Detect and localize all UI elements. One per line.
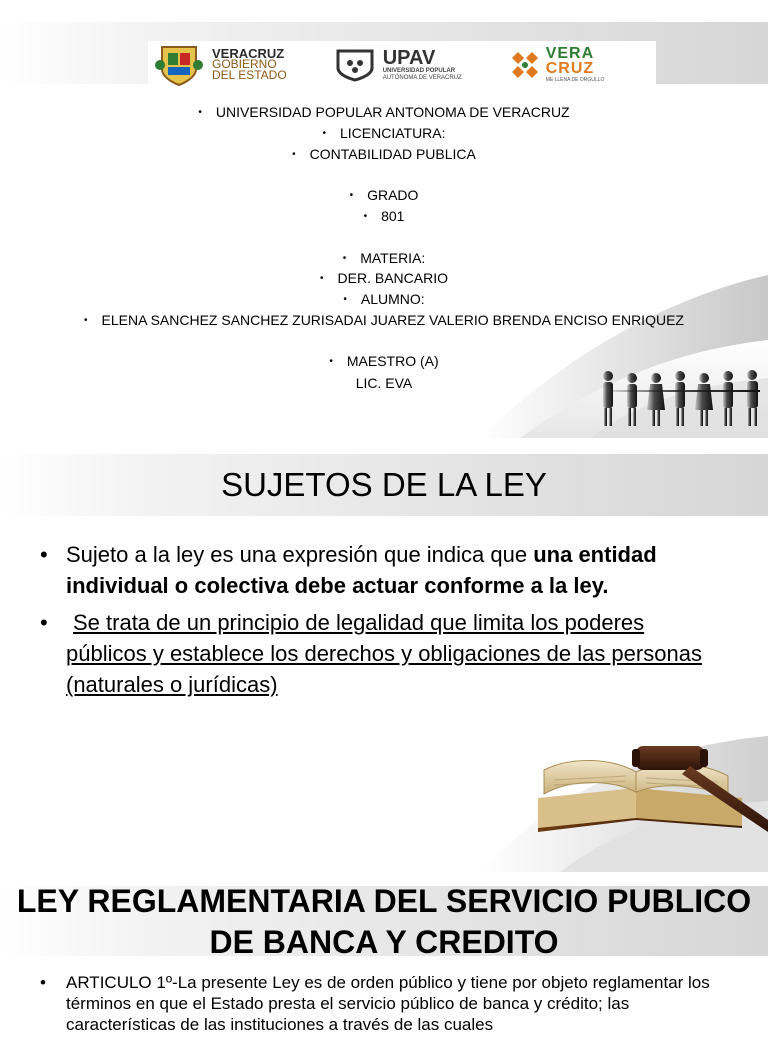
slide-body — [40, 972, 730, 1041]
bullet-underlined-text: Se trata de un principio de legalidad que limita los poderes públicos y establece los derechos y obligaciones de las personas (naturales o jurídicas) — [66, 610, 702, 697]
article-text: ARTICULO 1º-La presente Ley es de orden público y tiene por objeto reglamentar los términos en que el Estado presta el servicio público de banca y crédito; las características de las instituciones a través de las cuales — [66, 973, 710, 1034]
cover-line: • DER. BANCARIO — [320, 270, 448, 286]
upav-line1: UNIVERSIDAD POPULAR — [382, 67, 456, 74]
upav-shield-icon — [335, 48, 375, 82]
book-and-gavel-image — [532, 736, 768, 856]
veracruz-gobierno-logo — [154, 43, 287, 87]
cover-line: • MAESTRO (A) — [329, 353, 439, 369]
cover-line: • MATERIA: — [342, 250, 426, 266]
cover-line: • ALUMNO: — [343, 291, 425, 307]
cover-line: • GRADO — [349, 187, 419, 203]
cover-line: • ELENA SANCHEZ SANCHEZ ZURISADAI JUAREZ VALERIO BRENDA ENCISO ENRIQUEZ — [84, 312, 684, 328]
slide-sujetos — [0, 446, 768, 872]
veracruz-orgullo-logo — [508, 46, 605, 84]
cover-line: • CONTABILIDAD PUBLICA — [292, 146, 476, 162]
orgullo-tagline: ME LLENA DE ORGULLO — [545, 76, 605, 83]
bullet-item: • ARTICULO 1º-La presente Ley es de orden público y tiene por objeto reglamentar los términos en que el Estado presta el servicio público de banca y crédito; las características de las instituciones a través de las cuales — [40, 973, 710, 1034]
coat-of-arms-icon — [154, 43, 204, 87]
cover-line: • LICENCIATURA: — [322, 125, 446, 141]
bullet-item: • Sujeto a la ley es una expresión que indica que una entidad individual o colectiva debe actuar conforme a la ley. — [40, 542, 657, 598]
cruz-text: CRUZ — [545, 59, 595, 77]
veracruz-logo-line3: DEL ESTADO — [212, 68, 287, 82]
veracruz-logo-line2: GOBIERNO — [212, 57, 277, 71]
teacher-name: LIC. EVA — [355, 375, 413, 391]
people-holding-hands-image — [596, 366, 768, 432]
cover-line: • UNIVERSIDAD POPULAR ANTONOMA DE VERACRUZ — [198, 104, 570, 120]
slide-ley-reglamentaria — [0, 878, 768, 1034]
cover-slide — [0, 0, 768, 438]
bullet-text: Sujeto a la ley es una expresión que indica que — [66, 542, 534, 567]
veracruz-pattern-icon — [508, 50, 542, 80]
bullet-item: • Se trata de un principio de legalidad que limita los poderes públicos y establece los derechos y obligaciones de las personas (naturales o jurídicas) — [40, 610, 702, 697]
slide-title: LEY REGLAMENTARIA DEL SERVICIO PUBLICO DE BANCA Y CREDITO — [16, 883, 752, 960]
veracruz-logo-line1: VERACRUZ — [212, 46, 285, 61]
bullet-bold-text: una entidad individual o colectiva debe actuar conforme a la ley. — [66, 542, 657, 598]
slide-title: SUJETOS DE LA LEY — [221, 466, 547, 503]
upav-line2: AUTÓNOMA DE VERACRUZ — [382, 74, 462, 81]
cover-line: • 801 — [363, 208, 405, 224]
upav-logo — [335, 48, 462, 82]
upav-name: UPAV — [382, 46, 436, 69]
vera-text: VERA — [545, 44, 595, 62]
slide-body — [40, 539, 730, 706]
logo-bar — [148, 41, 656, 88]
